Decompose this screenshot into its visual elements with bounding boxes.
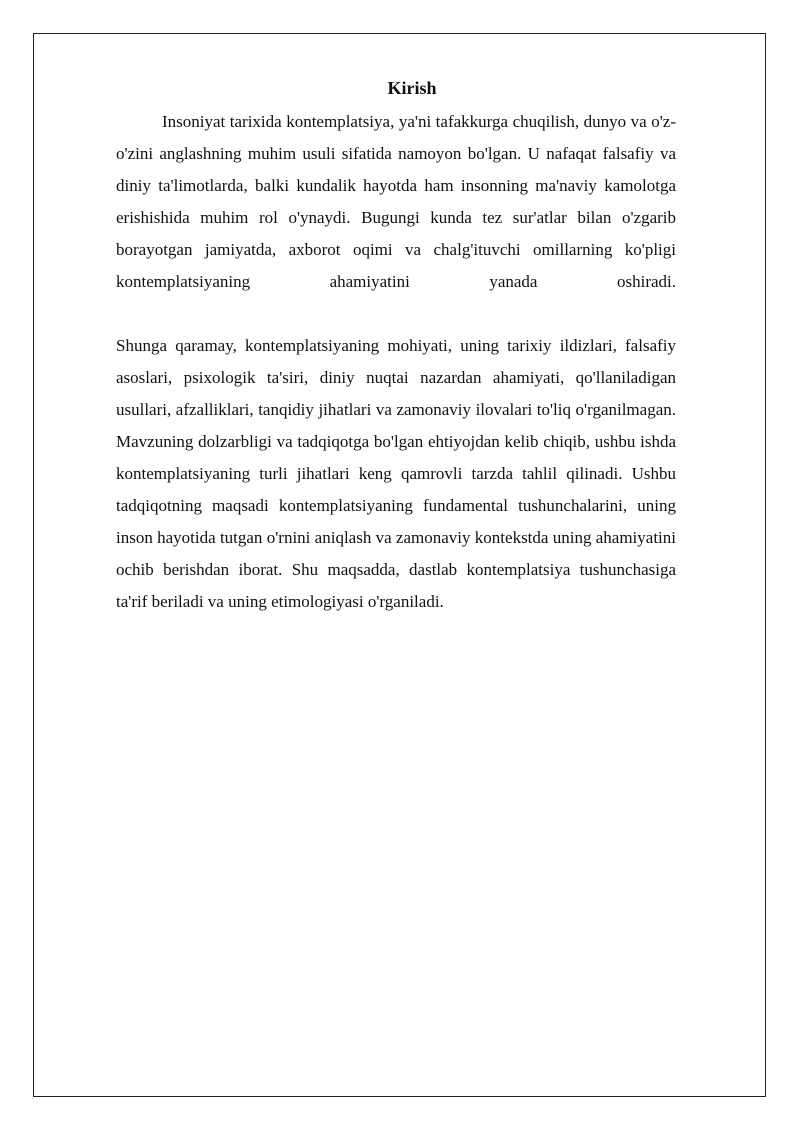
paragraph-second: Shunga qaramay, kontemplatsiyaning mohiyati, uning tarixiy ildizlari, falsafiy asoslari, psixologik ta'siri, diniy nuqtai nazardan ahamiyati, qo'llaniladigan usullari, afzalliklari, tanqidiy jihatlari va zamonaviy ilovalari to'liq o'rganilmagan. Mavzuning dolzarbligi va tadqiqotga bo'lgan ehtiyojdan kelib chiqib, ushbu ishda kontemplatsiyaning turli jihatlari keng qamrovli tarzda tahlil qilinadi. Ushbu tadqiqotning maqsadi kontemplatsiyaning fundamental tushunchalarini, uning inson hayotida tutgan o'rnini aniqlash va zamonaviy kontekstda uning ahamiyatini ochib berishdan iborat. Shu maqsadda, dastlab kontemplatsiya tushunchasiga ta'rif beriladi va uning etimologiyasi o'rganiladi. [116,336,676,611]
paragraph-intro: Insoniyat tarixida kontemplatsiya, ya'ni tafakkurga chuqilish, dunyo va o'z-o'zini anglashning muhim usuli sifatida namoyon bo'lgan. U nafaqat falsafiy va diniy ta'limotlarda, balki kundalik hayotda ham insonning ma'naviy kamolotga erishishida muhim rol o'ynaydi. Bugungi kunda tez sur'atlar bilan o'zgarib borayotgan jamiyatda, axborot oqimi va chalg'ituvchi omillarning ko'pligi kontemplatsiyaning ahamiyatini yanada oshiradi. [116,112,676,291]
document-title: Kirish [387,78,437,98]
page-border [33,33,766,1097]
document-body [116,74,676,618]
